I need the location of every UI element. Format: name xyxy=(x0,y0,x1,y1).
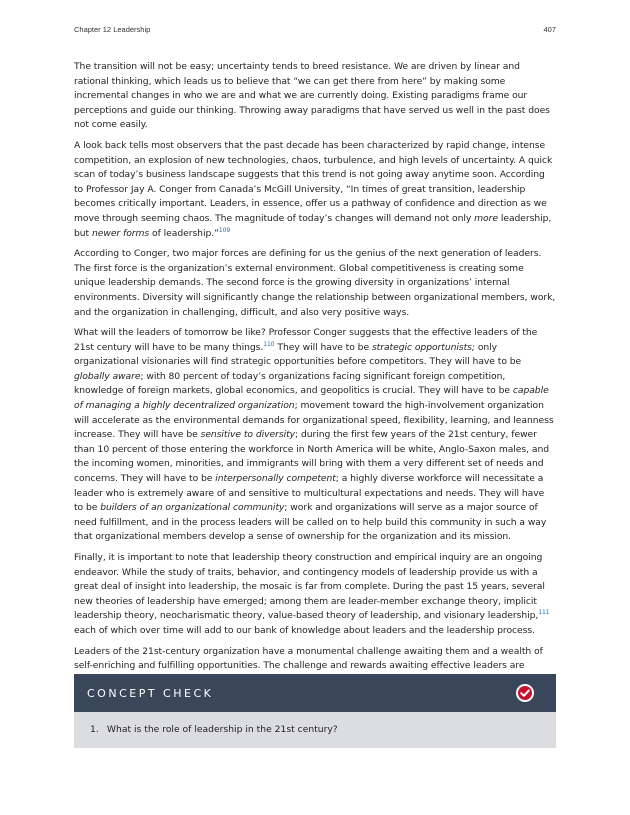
text-run: each of which over time will add to our bank of knowledge about leaders and the leadership process. xyxy=(74,624,535,636)
emphasis-text: builders of an organizational community xyxy=(100,502,285,514)
text-run: What will the leaders of tomorrow be like? Professor Conger suggests that the effective leaders of the 21st century will have to be many things. xyxy=(74,327,538,353)
emphasis-text: newer forms xyxy=(91,227,150,239)
question-item xyxy=(90,724,338,735)
text-run: Finally, it is important to note that leadership theory construction and empirical inquiry are an ongoing endeavor. While the study of traits, behavior, and contingency models of leadership provide us with a great deal of insight into leadership, the mosaic is far from complete. During the past 15 years, several new theories of leadership have emerged; among them are leader-member exchange theory, implicit leadership theory, neocharismatic theory, value-based theory of leadership, and visionary leadership, xyxy=(74,552,545,622)
text-run: Leaders of the 21st-century organization have a monumental challenge awaiting them and a wealth of self-enriching and fulfilling opportunities. The challenge and rewards awaiting effective leaders are xyxy=(74,645,543,672)
text-run: They will have to be xyxy=(274,341,372,353)
text-run: ; movement toward the high-involvement organization will accelerate as the environmental demands for organizational speed, flexibility, learning, and leanness increase. They will have be xyxy=(74,400,554,441)
emphasis-text: more xyxy=(474,212,498,224)
text-run: of leadership.” xyxy=(149,227,219,239)
concept-check-title: CONCEPT CHECK xyxy=(87,687,214,700)
paragraph xyxy=(74,551,556,639)
concept-check-questions xyxy=(74,712,556,748)
page-number: 407 xyxy=(543,25,556,34)
concept-check-header xyxy=(74,674,556,712)
text-run: ; a highly diverse workforce will necessitate a leader who is extremely aware of and sensitive to multicultural expectations and needs. They will have to be xyxy=(74,473,545,514)
emphasis-text: strategic opportunists; xyxy=(371,341,475,353)
emphasis-text: interpersonally competent xyxy=(215,473,336,485)
paragraph xyxy=(74,247,556,320)
question-number: 1. xyxy=(90,724,99,735)
text-run: ; work and organizations will serve as a major source of need fulfillment, and in the process leaders will be called on to help build this community in such a way that organizational members develop a sense of ownership for the organization and its mission. xyxy=(74,502,547,543)
text-run: According to Conger, two major forces are defining for us the genius of the next generation of leaders. The first force is the organization’s external environment. Global competitiveness is creating some unique leadership demands. The second force is the growing diversity in organizations’ internal environments. Diversity will significantly change the relationship between organizational members, work, and the organization in challenging, difficult, and also very positive ways. xyxy=(74,248,556,318)
emphasis-text: capable of managing a highly decentralized organization xyxy=(74,385,549,412)
text-run: ; with 80 percent of today’s organizations facing significant foreign competition, knowledge of foreign markets, global economics, and geopolitics is crucial. They will have to be xyxy=(74,370,513,397)
paragraph xyxy=(74,60,556,133)
footnote-ref[interactable]: 110 xyxy=(263,340,275,348)
text-run: leadership, but xyxy=(74,212,552,239)
body-text xyxy=(74,60,556,694)
text-run: The transition will not be easy; uncertainty tends to breed resistance. We are driven by linear and rational thinking, which leads us to believe that “we can get there from here” by making some incremental changes in who we are and what we are currently doing. Existing paradigms frame our perceptions and guide our thinking. Throwing away paradigms that have served us well in the past does not come easily. xyxy=(74,61,550,131)
text-run: A look back tells most observers that the past decade has been characterized by rapid change, intense competition, an explosion of new technologies, chaos, turbulence, and high levels of uncertainty. A quick scan of today’s business landscape suggests that this trend is not going away anytime soon. According to Professor Jay A. Conger from Canada’s McGill University, “In times of great transition, leadership becomes critically important. Leaders, in essence, offer us a pathway of confidence and direction as we move through seeming chaos. The magnitude of today’s changes will demand not only xyxy=(74,139,553,224)
chapter-title: Chapter 12 Leadership xyxy=(74,25,151,34)
concept-check-box xyxy=(74,674,556,748)
emphasis-text: sensitive to diversity xyxy=(200,429,296,441)
text-run: ; during the first few years of the 21st century, fewer than 10 percent of those entering the workforce in North America will be white, Anglo-Saxon males, and the incoming women, minorities, and immigrants will bring with them a very different set of needs and concerns. They will have to be xyxy=(74,429,550,485)
question-text: What is the role of leadership in the 21st century? xyxy=(106,724,338,735)
emphasis-text: globally aware xyxy=(74,370,141,382)
footnote-ref[interactable]: 111 xyxy=(538,609,550,617)
text-run: only organizational visionaries will find strategic opportunities before competitors. They will have to be xyxy=(74,341,522,368)
paragraph xyxy=(74,326,556,545)
check-circle-icon xyxy=(516,684,534,702)
paragraph xyxy=(74,139,556,241)
footnote-ref[interactable]: 109 xyxy=(218,226,231,234)
